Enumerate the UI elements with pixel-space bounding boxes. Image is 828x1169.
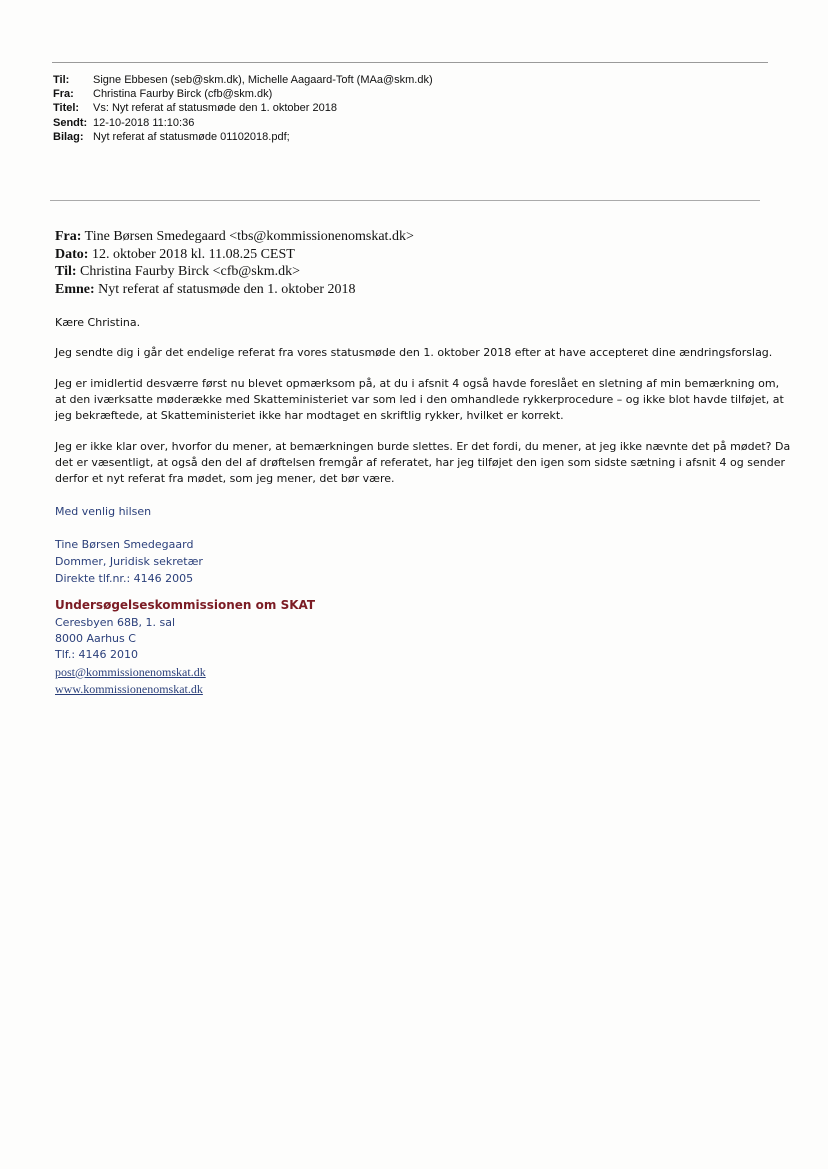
- paragraph-2-line: Jeg er imidlertid desværre først nu blevet opmærksom på, at du i afsnit 4 også havde foreslået en sletning af min bemærkning om,: [55, 377, 780, 390]
- fwd-from-row: [55, 228, 414, 246]
- paragraph-3-line: derfor et nyt referat fra mødet, som jeg mener, det bør være.: [55, 472, 395, 485]
- attachment-value: Nyt referat af statusmøde 01102018.pdf;: [93, 130, 290, 143]
- fwd-date-label: Dato:: [55, 246, 89, 262]
- header-attachment-row: [53, 130, 433, 144]
- closing: Med venlig hilsen: [55, 505, 152, 518]
- paragraph-1: Jeg sendte dig i går det endelige referat fra vores statusmøde den 1. oktober 2018 efter at have accepteret dine ændringsforslag.: [55, 346, 773, 359]
- header-from-row: [53, 87, 433, 101]
- org-phone: Tlf.: 4146 2010: [55, 648, 139, 662]
- organization-details: [55, 615, 206, 698]
- paragraph-2-line: jeg bekræftede, at Skatteministeriet ikke har modtaget en skriftlig rykker, hvilket er korrekt.: [55, 409, 564, 422]
- header-divider: [52, 62, 768, 63]
- title-label: Titel:: [53, 102, 80, 115]
- signature: [55, 536, 203, 587]
- paragraph-3: [55, 439, 790, 487]
- fwd-from-label: Fra:: [55, 229, 82, 244]
- title-value: Vs: Nyt referat af statusmøde den 1. oktober 2018: [93, 102, 337, 115]
- header-title-row: [53, 101, 433, 115]
- attachment-label: Bilag:: [53, 130, 84, 143]
- org-email-link[interactable]: post@kommissionenomskat.dk: [55, 664, 206, 679]
- fwd-subject-value: Nyt referat af statusmøde den 1. oktober 2018: [94, 281, 356, 297]
- fwd-to-label: Til:: [55, 264, 77, 279]
- forward-divider: [50, 200, 760, 201]
- fwd-to-row: [55, 263, 414, 281]
- organization-name: Undersøgelseskommissionen om SKAT: [55, 598, 316, 612]
- paragraph-2-line: at den iværksatte møderække med Skatteministeriet var som led i den omhandlede rykkerprocedure – og ikke blot havde tilføjet, at: [55, 393, 784, 406]
- signature-name: Tine Børsen Smedegaard: [55, 538, 194, 551]
- header-sent-row: [53, 116, 433, 130]
- signature-phone: Direkte tlf.nr.: 4146 2005: [55, 572, 194, 585]
- org-address-line1: Ceresbyen 68B, 1. sal: [55, 616, 176, 629]
- to-value: Signe Ebbesen (seb@skm.dk), Michelle Aagaard-Toft (MAa@skm.dk): [93, 74, 433, 86]
- greeting: Kære Christina.: [55, 316, 141, 329]
- fwd-from-value: Tine Børsen Smedegaard <tbs@kommissionenomskat.dk>: [81, 229, 414, 244]
- header-to-row: [53, 73, 433, 87]
- email-header: [53, 73, 433, 144]
- paragraph-2: [55, 376, 784, 424]
- paragraph-3-line: det er væsentligt, at også den del af drøftelsen fremgår af referatet, har jeg tilføjet den igen som sidste sætning i afsnit 4 og sender: [55, 456, 785, 469]
- org-address-line2: 8000 Aarhus C: [55, 632, 136, 646]
- org-website-link[interactable]: www.kommissionenomskat.dk: [55, 681, 203, 696]
- sent-value: 12-10-2018 11:10:36: [93, 116, 195, 129]
- sent-label: Sendt:: [53, 116, 88, 129]
- forwarded-header: [55, 228, 414, 298]
- fwd-to-value: Christina Faurby Birck <cfb@skm.dk>: [76, 264, 301, 279]
- from-label: Fra:: [53, 88, 74, 101]
- to-label: Til:: [53, 74, 70, 86]
- fwd-date-value: 12. oktober 2018 kl. 11.08.25 CEST: [88, 246, 295, 262]
- paragraph-3-line: Jeg er ikke klar over, hvorfor du mener, at bemærkningen burde slettes. Er det fordi, du mener, at jeg ikke nævnte det på mødet? Da: [55, 440, 791, 453]
- signature-role: Dommer, Juridisk sekretær: [55, 555, 203, 568]
- fwd-subject-label: Emne:: [55, 281, 95, 297]
- fwd-subject-row: [55, 281, 414, 299]
- from-value: Christina Faurby Birck (cfb@skm.dk): [93, 88, 273, 101]
- fwd-date-row: [55, 246, 414, 264]
